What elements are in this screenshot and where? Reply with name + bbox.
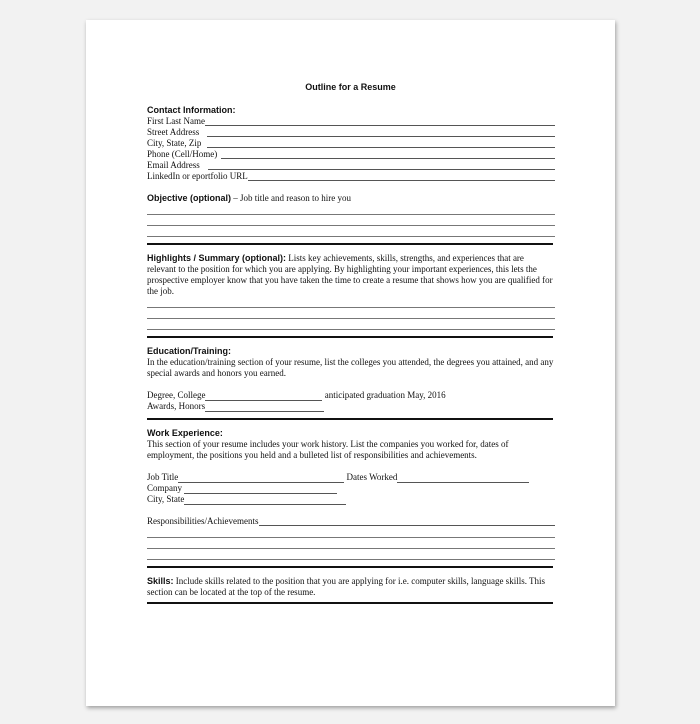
job-title-row[interactable] bbox=[147, 472, 555, 483]
contact-field-label: First Last Name bbox=[147, 116, 205, 126]
contact-field-label: Phone (Cell/Home) bbox=[147, 149, 218, 159]
document-page bbox=[86, 20, 615, 706]
highlights-section bbox=[147, 253, 555, 297]
responsibilities-row[interactable] bbox=[147, 516, 555, 527]
graduation-text: anticipated graduation May, 2016 bbox=[322, 390, 446, 400]
degree-label: Degree, College bbox=[147, 390, 206, 400]
contact-field-label: LinkedIn or eportfolio URL bbox=[147, 171, 248, 181]
skills-heading: Skills: bbox=[147, 576, 174, 586]
city-state-row[interactable] bbox=[147, 494, 555, 505]
education-heading: Education/Training: bbox=[147, 346, 232, 356]
responsibilities-line[interactable] bbox=[147, 549, 555, 560]
responsibilities-line[interactable] bbox=[147, 527, 555, 538]
company-row[interactable] bbox=[147, 483, 555, 494]
objective-line[interactable] bbox=[147, 226, 555, 237]
objective-heading: Objective (optional) bbox=[147, 193, 232, 203]
highlights-heading: Highlights / Summary (optional): bbox=[147, 253, 286, 263]
contact-field-city[interactable] bbox=[147, 138, 555, 149]
responsibilities-label: Responsibilities/Achievements bbox=[147, 516, 259, 526]
section-divider bbox=[147, 566, 553, 568]
objective-line[interactable] bbox=[147, 215, 555, 226]
skills-text: Include skills related to the position that you are applying for i.e. computer skills, language skills. This section can be located at the top of the resume. bbox=[147, 576, 546, 597]
contact-field-url[interactable] bbox=[147, 171, 555, 182]
contact-field-email[interactable] bbox=[147, 160, 555, 171]
contact-field-street[interactable] bbox=[147, 127, 555, 138]
contact-field-phone[interactable] bbox=[147, 149, 555, 160]
highlights-line[interactable] bbox=[147, 319, 555, 330]
contact-field-name[interactable] bbox=[147, 116, 555, 127]
awards-row[interactable] bbox=[147, 401, 555, 412]
highlights-line[interactable] bbox=[147, 308, 555, 319]
company-label: Company bbox=[147, 483, 185, 493]
section-divider bbox=[147, 243, 553, 245]
page-title: Outline for a Resume bbox=[305, 82, 396, 92]
contact-field-label: City, State, Zip bbox=[147, 138, 202, 148]
highlights-line[interactable] bbox=[147, 297, 555, 308]
work-heading: Work Experience: bbox=[147, 428, 223, 438]
objective-text: – Job title and reason to hire you bbox=[231, 193, 351, 203]
section-divider bbox=[147, 418, 553, 420]
city-state-label: City, State bbox=[147, 494, 185, 504]
awards-label: Awards, Honors bbox=[147, 401, 206, 411]
section-divider bbox=[147, 602, 553, 604]
contact-heading: Contact Information: bbox=[147, 105, 236, 115]
work-text: This section of your resume includes your work history. List the companies you worked for, dates of employment, the positions you held and a bulleted list of responsibilities and achievements. bbox=[147, 439, 509, 460]
education-text: In the education/training section of your resume, list the colleges you attended, the degrees you attained, and any special awards and honors you earned. bbox=[147, 357, 554, 378]
document-body bbox=[147, 105, 555, 612]
objective-line[interactable] bbox=[147, 204, 555, 215]
objective-section bbox=[147, 193, 555, 204]
section-divider bbox=[147, 336, 553, 338]
degree-row[interactable] bbox=[147, 390, 555, 401]
responsibilities-line[interactable] bbox=[147, 538, 555, 549]
contact-field-label: Street Address bbox=[147, 127, 200, 137]
contact-field-label: Email Address bbox=[147, 160, 200, 170]
highlights-text: Lists key achievements, skills, strengths, and experiences that are relevant to the position for which you are applying. By highlighting your important experiences, this lets the prospective employer know that you have taken the time to create a resume that shows how you are qualified for the job. bbox=[147, 253, 553, 296]
skills-section bbox=[147, 576, 555, 598]
dates-worked-label: Dates Worked bbox=[344, 472, 398, 482]
job-title-label: Job Title bbox=[147, 472, 179, 482]
